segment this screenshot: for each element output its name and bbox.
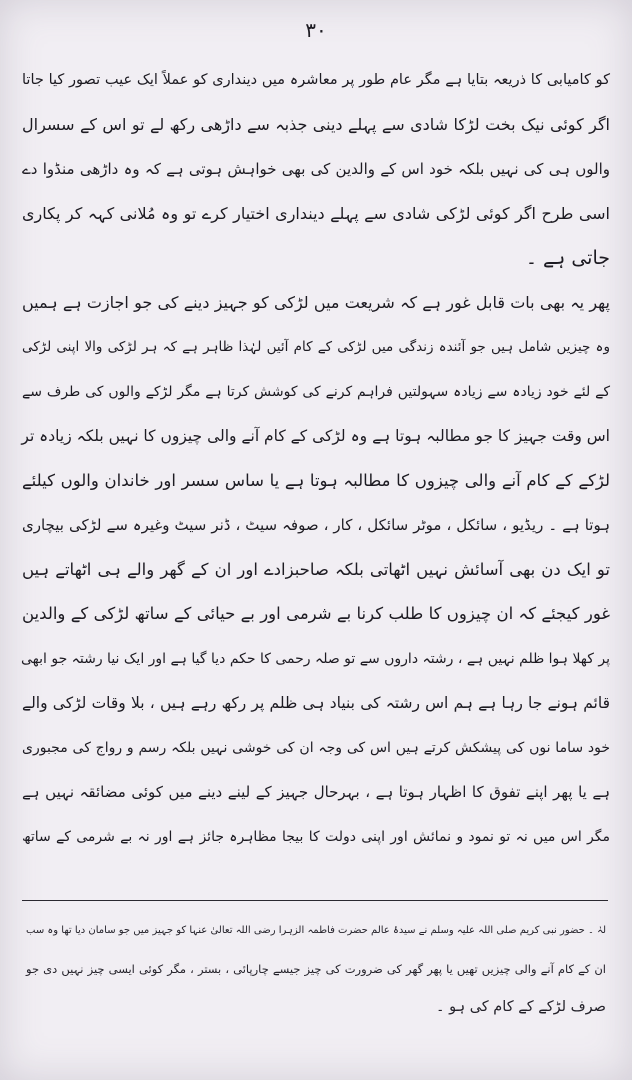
body-line: پر کھلا ہوا ظلم نہیں ہے ، رشتہ داروں سے تو صلہ رحمی کا حکم دیا گیا ہے اور ایک نیا رشتہ جو ابھی	[20, 650, 610, 667]
footnote-divider	[22, 900, 608, 901]
footnote-line: صرف لڑکے کے کام کی ہو ۔	[436, 999, 606, 1015]
body-line: مگر اس میں نہ تو نمود و نمائش اور اپنی دولت کا بیجا مظاہرہ جائز ہے اور نہ بے شرمی کے ساتھ	[22, 828, 610, 845]
body-line: پھر یہ بھی بات قابل غور ہے کہ شریعت میں لڑکی کو جہیز دینے کی جو اجازت ہے ہمیں	[22, 292, 610, 312]
footnote-line: لہٰ ۔ حضور نبی کریم صلی اللہ علیہ وسلم نے سیدۂ عالم حضرت فاطمہ الزہرا رضی اللہ تعالیٰ عنہا کو جہیز میں جو سامان دیا تھا وہ سب	[26, 925, 606, 936]
body-line: اسی طرح اگر کوئی لڑکی شادی سے پہلے دینداری اختیار کرے تو وہ مُلانی کہہ کر پکاری	[22, 203, 610, 223]
page-number: ۳۰	[305, 18, 327, 42]
body-line: غور کیجئے کہ ان چیزوں کا طلب کرنا بے شرمی اور بے حیائی کے ساتھ لڑکی کے والدین	[22, 604, 610, 623]
body-line: اگر کوئی نیک بخت لڑکا شادی سے پہلے دینی جذبہ سے داڑھی رکھ لے تو اس کے سسرال	[22, 114, 610, 134]
body-line: تو ایک دن بھی آسائش نہیں اٹھاتی بلکہ صاحبزادے اور ان کے گھر والے ہی اٹھاتے ہیں	[22, 559, 610, 579]
body-line: لڑکے کے کام آنے والی چیزوں کا مطالبہ ہوتا ہے یا ساس سسر اور خاندان والوں کیلئے	[22, 470, 610, 490]
footnotes	[26, 912, 606, 1026]
body-text	[22, 58, 610, 859]
body-line: اس وقت جہیز کا جو مطالبہ ہوتا ہے وہ لڑکی کے کام آنے والی چیزوں کا نہیں بلکہ زیادہ تر	[21, 427, 610, 445]
body-line: ہوتا ہے ۔ ریڈیو ، سائکل ، موٹر سائکل ، کار ، صوفہ سیٹ ، ڈنر سیٹ وغیرہ سے لڑکی بیچاری	[22, 516, 610, 534]
footnote-line: ان کے کام آنے والی چیزیں تھیں یا پھر گھر کی ضرورت کی چیز جیسے چارپائی ، بستر ، مگر کوئی ایسی چیز نہیں دی جو	[26, 962, 606, 976]
body-line: والوں ہی کی نہیں بلکہ خود اس کے والدین کی بھی خواہش ہوتی ہے کہ وہ داڑھی منڈوا دے	[22, 160, 610, 178]
body-line: ہے یا پھر اپنے تفوق کا اظہار ہوتا ہے ، بہرحال جہیز کے لینے دینے میں کوئی مضائقہ نہیں ہے	[22, 783, 610, 801]
body-line: خود ساما نوں کی پیشکش کرتے ہیں اس کی وجہ ان کی خوشی نہیں بلکہ رسم و رواج کی مجبوری	[22, 739, 610, 756]
body-line: وہ چیزیں شامل ہیں جو آئندہ زندگی میں لڑکی کے کام آئیں لہٰذا ظاہر ہے کہ ہر لڑکی والا اپنی لڑکی	[22, 339, 610, 355]
body-line: قائم ہونے جا رہا ہے ہم اس رشتہ کی بنیاد ہی ظلم پر رکھ رہے ہیں ، بلا وقات لڑکی والے	[22, 694, 610, 712]
body-line: کے لئے خود زیادہ سے زیادہ سہولتیں فراہم کرنے کی کوشش کرتا ہے مگر لڑکے والوں کی طرف سے	[22, 383, 610, 400]
body-line: جاتی ہے ۔	[525, 247, 610, 269]
body-line: کو کامیابی کا ذریعہ بتایا ہے مگر عام طور پر معاشرہ میں دینداری کو عملاً ایک عیب تصور کیا جاتا	[22, 72, 610, 88]
